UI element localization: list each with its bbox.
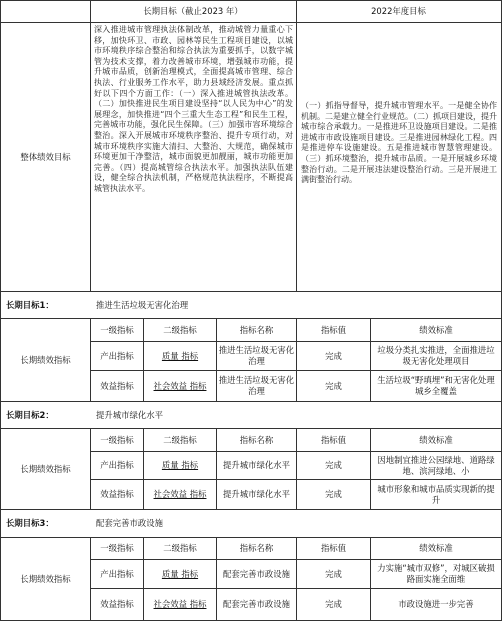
year-goal-header: 2022年度目标 bbox=[371, 6, 426, 16]
col-head-level2: 二级指标 bbox=[163, 434, 197, 445]
col-head-standard: 绩效标准 bbox=[419, 434, 453, 445]
row-indicator: 提升城市绿化水平 bbox=[223, 489, 290, 499]
col-head-value: 指标值 bbox=[320, 543, 347, 553]
col-head-level2: 二级指标 bbox=[163, 324, 197, 335]
row-standard: 市政设施进一步完善 bbox=[398, 599, 474, 609]
row-level2: 质量 指标 bbox=[161, 460, 199, 470]
row-level1: 效益指标 bbox=[100, 489, 134, 499]
row-standard: 生活垃圾“野填埋”和无害化处理城乡全覆盖 bbox=[377, 375, 495, 396]
row-value: 完成 bbox=[325, 568, 342, 579]
row-value: 完成 bbox=[325, 350, 342, 361]
row-standard: 力实施“城市双修”，对城区破损路面实施全面维 bbox=[377, 563, 495, 584]
col-head-level1: 一级指标 bbox=[100, 543, 134, 553]
row-value: 完成 bbox=[325, 460, 342, 470]
row-level1: 效益指标 bbox=[100, 599, 134, 609]
overall-goal-label: 整体绩效目标 bbox=[20, 151, 71, 162]
col-head-level2: 二级指标 bbox=[163, 543, 197, 553]
perf-indicator-label: 长期绩效指标 bbox=[20, 573, 71, 584]
col-head-standard: 绩效标准 bbox=[419, 543, 453, 553]
col-head-value: 指标值 bbox=[320, 324, 347, 335]
col-head-level1: 一级指标 bbox=[100, 324, 134, 335]
row-level2: 质量 指标 bbox=[161, 350, 199, 361]
long-term-header: 长期目标（截止2023 年） bbox=[143, 6, 243, 16]
col-head-indicator: 指标名称 bbox=[239, 543, 274, 553]
perf-indicator-label: 长期绩效指标 bbox=[20, 354, 71, 365]
col-head-level1: 一级指标 bbox=[100, 434, 134, 445]
row-level1: 产出指标 bbox=[100, 460, 134, 470]
row-level2: 质量 指标 bbox=[161, 568, 199, 579]
col-head-standard: 绩效标准 bbox=[419, 324, 453, 335]
row-indicator: 推进生活垃圾无害化治理 bbox=[218, 345, 295, 366]
col-head-indicator: 指标名称 bbox=[239, 324, 274, 335]
row-standard: 城市形象和城市品质实现新的提升 bbox=[377, 483, 495, 505]
overall-year-goal-text: （一）抓指导督导，提升城市管理水平。一是健全协作机制。二是建立健全行业规范。（二）抓项目建设，提升城市综合承载力。一是推进环卫设施项目建设。二是推进城市市政设施项目建设。三是推进园林绿化工程。四是推进停车设施建设。五是推进城市智慧管理建设。（三）抓环境整治，提升城市品质。一是开展城乡环境整治行动。二是开展违法建设整治行动。三是开展进工满街整治行动。 bbox=[301, 101, 497, 185]
row-standard: 垃圾分类扎实推进，全面推进垃圾无害化处理项目 bbox=[377, 345, 495, 366]
col-head-value: 指标值 bbox=[320, 434, 347, 445]
goal-title: 长期目标1： bbox=[6, 299, 54, 310]
row-value: 完成 bbox=[325, 489, 342, 499]
row-value: 完成 bbox=[325, 380, 342, 391]
row-indicator: 配套完善市政设施 bbox=[223, 599, 290, 609]
row-level1: 效益指标 bbox=[100, 380, 134, 391]
col-head-indicator: 指标名称 bbox=[239, 434, 274, 445]
row-indicator: 配套完善市政设施 bbox=[223, 568, 290, 579]
row-indicator: 推进生活垃圾无害化治理 bbox=[218, 375, 295, 396]
row-level2: 社会效益 指标 bbox=[153, 599, 207, 609]
row-indicator: 提升城市绿化水平 bbox=[223, 460, 290, 470]
row-level2: 社会效益 指标 bbox=[153, 380, 207, 391]
row-value: 完成 bbox=[325, 599, 342, 609]
goal-title: 长期目标3： bbox=[6, 518, 54, 528]
row-standard: 因地制宜推进公园绿地、道路绿地、滨河绿地、小 bbox=[377, 454, 495, 476]
row-level1: 产出指标 bbox=[100, 568, 134, 579]
goal-title: 长期目标2： bbox=[6, 409, 54, 420]
goal-name: 推进生活垃圾无害化治理 bbox=[96, 299, 189, 310]
overall-long-term-text: 深入推进城市管理执法体制改革，推动城管力量重心下移，加快环卫、市政、园林等民生工程项目建设，以城市环境秩序综合整治和综合执法为重要抓手，以数字城管为技术支撑，着力改善城市环境，增强城市功能，提升城市品质，创新治理模式，全面提高城市管理、综合执法、行业服务工作水平，助力县域经济发展。重点抓好以下四个方面工作：（一）深入推进城管执法改革。（二）加快推进民生项目建设坚持“以人民为中心”的发展理念，加快推进“四个三重大生态工程”和民生工程，完善城市功能，强化民生保障。（三）加强市容环境综合整治。深入开展城市环境秩序整治、提升专项行动，对城市环境秩序实施大清扫、大整治、大规范，确保城市环境更加干净整洁，城市面貌更加靓丽，城市功能更加完善。（四）提高城管综合执法水平。加强执法队伍建设，健全综合执法机制，严格规范执法程序，不断提高城管执法水平。 bbox=[94, 25, 293, 193]
row-level1: 产出指标 bbox=[100, 350, 134, 361]
row-level2: 社会效益 指标 bbox=[153, 489, 207, 499]
perf-indicator-label: 长期绩效指标 bbox=[20, 463, 71, 474]
goal-name: 提升城市绿化水平 bbox=[96, 409, 163, 420]
goal-name: 配套完善市政设施 bbox=[96, 518, 163, 528]
